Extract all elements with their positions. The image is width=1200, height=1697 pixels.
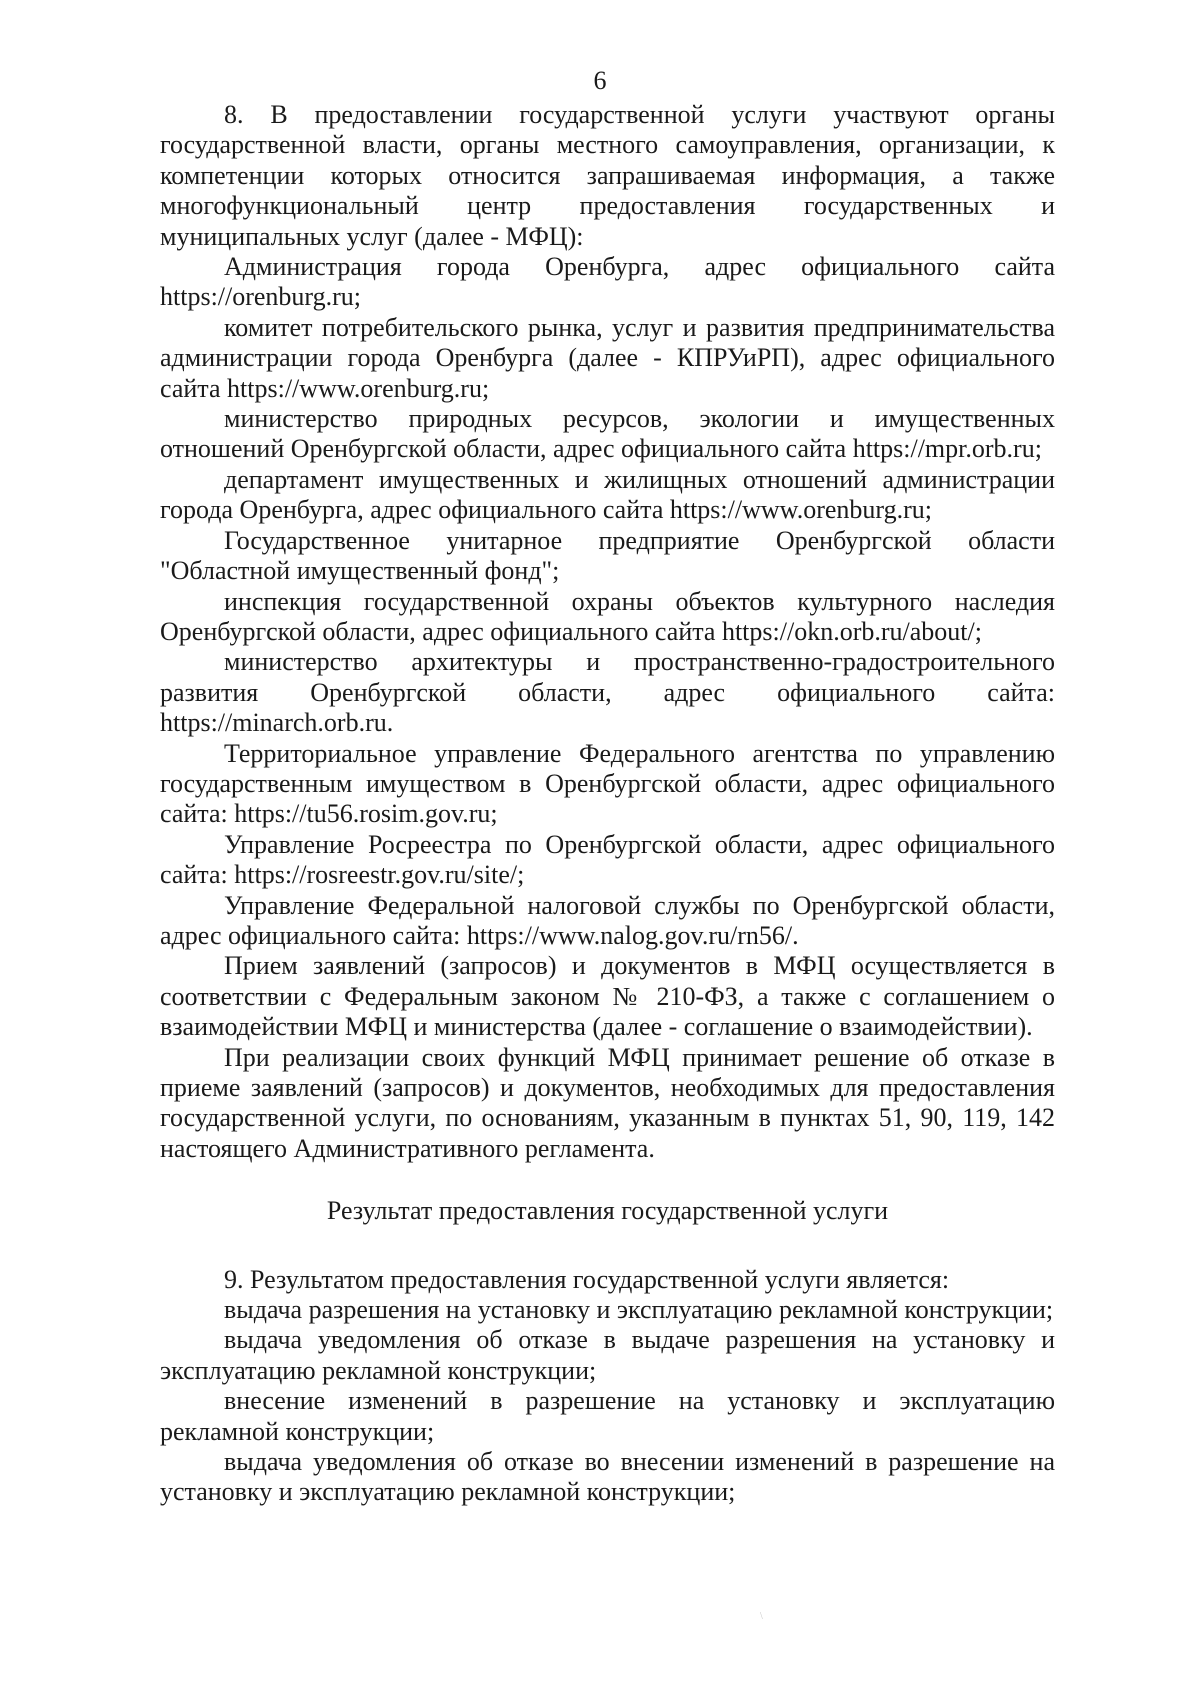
result-amendment-refusal-notice: выдача уведомления об отказе во внесении изменений в разрешение на установку и эксплуатацию рекламной конструкции; <box>160 1447 1055 1507</box>
result-issue-permit: выдача разрешения на установку и эксплуатацию рекламной конструкции; <box>224 1295 1054 1325</box>
participant-tax-service: Управление Федеральной налоговой службы по Оренбургской области, адрес официального сайта: https://www.nalog.gov.ru/rn56/. <box>160 890 1055 950</box>
paragraph-mfc-reception: Прием заявлений (запросов) и документов в МФЦ осуществляется в соответствии с Федеральным законом № 210-ФЗ, а также с соглашением о взаимодействии МФЦ и министерства (далее - соглашение о взаимодействии). <box>160 951 1055 1042</box>
spacer <box>160 1227 1055 1265</box>
page-number: 6 <box>593 66 607 95</box>
paragraph-9-intro: 9. Результатом предоставления государственной услуги является: <box>224 1264 950 1294</box>
result-permit-amendment: внесение изменений в разрешение на установку и эксплуатацию рекламной конструкции; <box>160 1386 1055 1446</box>
participant-rosim: Территориальное управление Федерального агентства по управлению государственным имуществом в Оренбургской области, адрес официального сайта: https://tu56.rosim.gov.ru; <box>160 738 1055 829</box>
document-body <box>160 100 1055 1508</box>
participant-heritage-inspection: инспекция государственной охраны объектов культурного наследия Оренбургской области, адрес официального сайта https://okn.orb.ru/about/; <box>160 586 1055 646</box>
participant-administration: Администрация города Оренбурга, адрес официального сайта https://orenburg.ru; <box>160 252 1055 312</box>
participant-mpr: министерство природных ресурсов, экологии и имущественных отношений Оренбургской области, адрес официального сайта https://mpr.orb.ru; <box>160 404 1055 464</box>
participant-rosreestr: Управление Росреестра по Оренбургской области, адрес официального сайта: https://rosreestr.gov.ru/site/; <box>160 829 1055 890</box>
participant-property-department: департамент имущественных и жилищных отношений администрации города Оренбурга, адрес официального сайта https://www.orenburg.ru; <box>160 464 1055 525</box>
spacer <box>160 1164 1055 1196</box>
section-heading: Результат предоставления государственной услуги <box>326 1196 889 1226</box>
scan-speck: \ <box>760 1611 763 1622</box>
participant-property-fund: Государственное унитарное предприятие Оренбургской области "Областной имущественный фонд"; <box>160 525 1055 586</box>
result-refusal-notice: выдача уведомления об отказе в выдаче разрешения на установку и эксплуатацию рекламной конструкции; <box>160 1325 1055 1385</box>
paragraph-mfc-refusal: При реализации своих функций МФЦ принимает решение об отказе в приеме заявлений (запросов) и документов, необходимых для предоставления государственной услуги, по основаниям, указанным в пунктах 51, 90, 119, 142 настоящего Административного регламента. <box>160 1042 1055 1163</box>
participant-architecture-ministry: министерство архитектуры и пространственно-градостроительного развития Оренбургской области, адрес официального сайта: https://minarch.orb.ru. <box>160 647 1055 738</box>
paragraph-8-intro: 8. В предоставлении государственной услуги участвуют органы государственной власти, органы местного самоуправления, организации, к компетенции которых относится запрашиваемая информация, а также многофункциональный центр предоставления государственных и муниципальных услуг (далее - МФЦ): <box>160 100 1055 251</box>
participant-kpruirp: комитет потребительского рынка, услуг и развития предпринимательства администрации города Оренбурга (далее - КПРУиРП), адрес официального сайта https://www.orenburg.ru; <box>160 312 1055 403</box>
